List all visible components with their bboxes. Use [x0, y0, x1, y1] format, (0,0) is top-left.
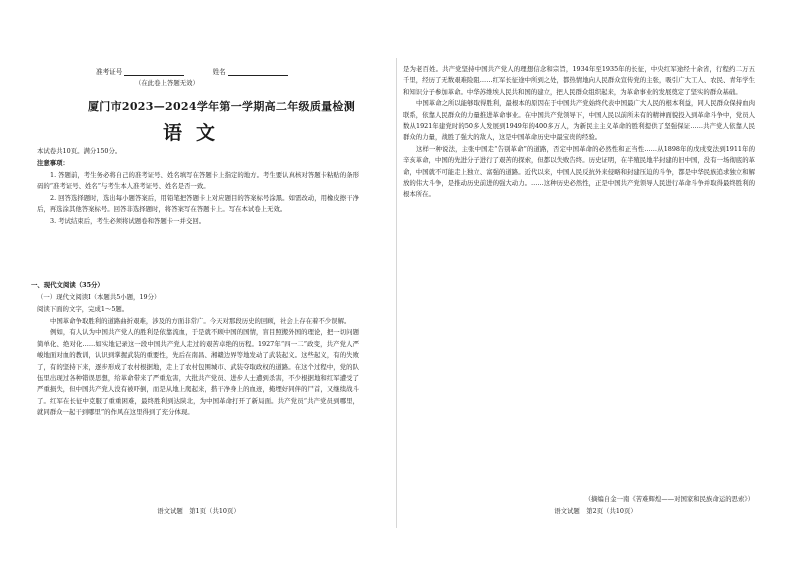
note-item: 2. 回答选择题时，选出每小题答案后，用铅笔把答题卡上对应题目的答案标号涂黑。如需改动，用橡皮擦干净后，再选涂其他答案标号。回答非选择题时，将答案写在答题卡上。写在本试卷上无效。: [37, 193, 359, 214]
subject-title: 语文: [163, 122, 230, 144]
right-page: [397, 0, 794, 561]
passage-paragraph: 中国革命之所以能够取得胜利，最根本的原因在于中国共产党始终代表中国最广大人民的根本利益，同人民群众保持血肉联系，依靠人民群众的力量推进革命事业。在中国共产党领导下，中国人民以前所未有的精神面貌投入到革命斗争中，党员人数从1921年建党时的50多人发展到1949年的400多万人，为新民主主义革命的胜利提供了坚强保证……共产党人依靠人民群众的力量，战胜了强大的敌人，这是中国革命历史中最宝贵的经验。: [403, 99, 755, 142]
ticket-label: 准考证号: [96, 68, 123, 76]
exam-title: 厦门市2023—2024学年第一学期高二年级质量检测: [88, 100, 356, 113]
page-footer-left: 语文试题 第1页（共10页）: [157, 507, 240, 515]
name-label: 姓名: [212, 68, 226, 76]
ticket-number-blank: [124, 68, 184, 76]
page-footer-right: 语文试题 第2页（共10页）: [554, 507, 637, 515]
notes-heading: 注意事项：: [37, 159, 69, 167]
passage-left: [37, 316, 359, 498]
section-heading: 一、现代文阅读（35分）: [31, 281, 104, 289]
passage-paragraph: 中国革命争取胜利的道路曲折艰难，涉及的方面非常广。今天对那段历史的回顾，社会上存在着不少误解。: [50, 317, 351, 325]
passage-right: [403, 64, 755, 462]
no-answer-note: （在此卷上答题无效）: [135, 79, 199, 87]
exam-intro: 本试卷共10页。满分150分。: [37, 147, 122, 155]
notes-list: [37, 170, 359, 227]
note-item: 1. 答题前，考生务必将自己的准考证号、姓名填写在答题卡上指定的地方。考生要认真核对答题卡粘贴的条形码的“准考证号、姓名”与考生本人准考证号、姓名是否一致。: [37, 171, 359, 191]
subsection-heading: （一）现代文阅读Ⅰ（本题共5小题，19分）: [37, 293, 161, 301]
passage-paragraph: 这样一种说法，主张中国走“告别革命”的道路，否定中国革命的必然性和正当性……从1898年的戊戌变法到1911年的辛亥革命，中国的先进分子进行了艰苦的探索，但都以失败告终。历史证明，在半殖民地半封建的旧中国，没有一场彻底的革命，中国就不可能走上独立、富强的道路。近代以来，中国人民反抗外来侵略和封建压迫的斗争，都是中华民族追求独立和解放的伟大斗争，是推动历史前进的强大动力。……这种历史必然性，正是中国共产党领导人民进行革命斗争并取得最终胜利的根本所在。: [403, 144, 755, 199]
header-fields: [96, 66, 288, 76]
passage-paragraph: 是为老百姓。共产党坚持中国共产党人的理想信念和宗旨，1934年至1935年的长征，中央红军途经十余省，行程约二万五千里，经历了无数艰难险阻……红军长征途中所到之处，都热情地向人民群众宣传党的主张，吸引广大工人、农民、青年学生和知识分子参加革命。中华苏维埃人民共和国的建立，把人民群众组织起来，为革命事业的发展奠定了坚实的群众基础。: [403, 65, 755, 96]
passage-paragraph: 例如，有人认为中国共产党人的胜利是依靠流血，于是就不顾中国的国情，盲目照搬外国的理论，把一切问题简单化、绝对化……如实地记录这一段中国共产党人走过的艰苦卓绝的历程。1927年“四一二”政变，共产党人严峻地面对血的教训，认识到掌握武装的重要性，先后在南昌、湘赣边界等地发动了武装起义。这些起义，有的失败了，有的坚持下来，逐步形成了农村根据地，走上了农村包围城市、武装夺取政权的道路。在这个过程中，党的队伍里出现过各种错误思想，给革命带来了严重危害，大批共产党员、进步人士遭到杀害，不少根据地和红军遭受了严重损失，但中国共产党人没有被吓倒，而是从地上爬起来，揩干净身上的血迹，掩埋好同伴的尸首，又继续战斗了。红军在长征中克服了重重困难，最终胜利到达陕北，为中国革命打开了新局面。共产党员“共产党员到哪里，就同群众一起干到哪里”的作风在这里得到了充分体现。: [37, 328, 359, 417]
passage-source: （摘编自金一南《苦难辉煌——对国家和民族命运的思索》）: [584, 495, 754, 503]
name-blank: [228, 68, 288, 76]
reading-instruction: 阅读下面的文字，完成1～5题。: [37, 305, 129, 313]
note-item: 3. 考试结束后，考生必须将试题卷和答题卡一并交回。: [50, 216, 206, 225]
